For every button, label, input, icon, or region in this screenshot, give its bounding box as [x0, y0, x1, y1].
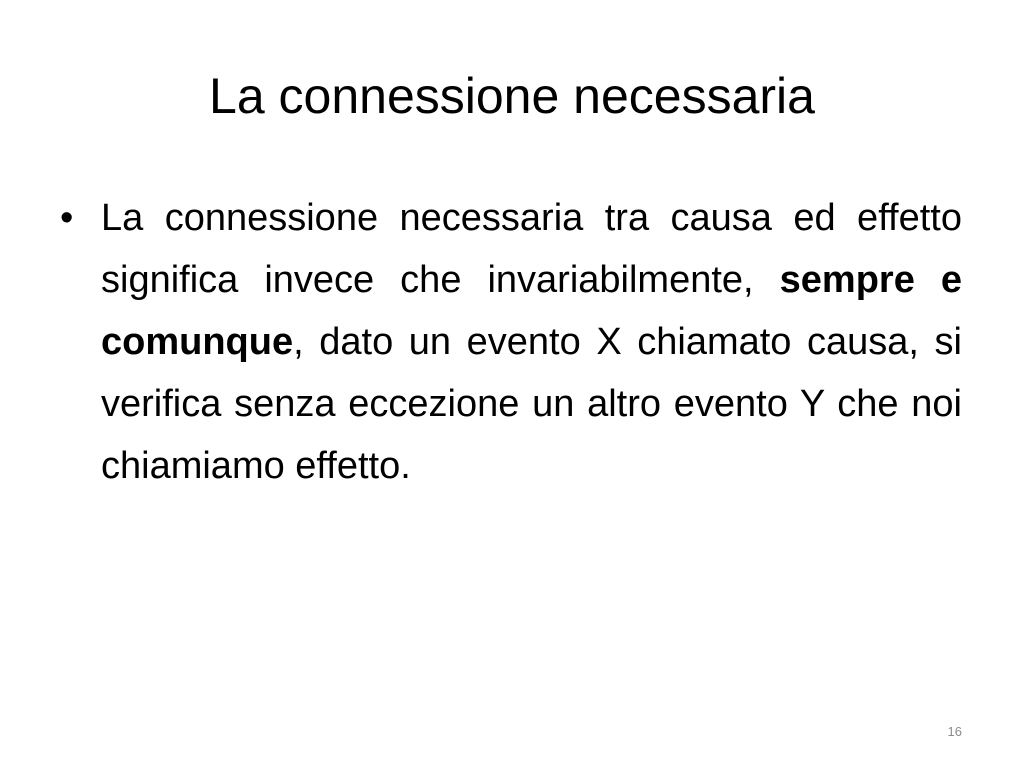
bullet-text-bold: sempre e comunque	[101, 259, 962, 363]
bullet-text-end: , dato un evento X chiamato causa, si verifica senza eccezione un altro evento Y che noi chiamiamo effetto.	[101, 321, 962, 487]
bullet-text-start: La connessione necessaria tra causa ed effetto significa invece che invariabilmente,	[101, 197, 962, 301]
page-number: 16	[947, 724, 962, 739]
bullet-item	[60, 187, 962, 497]
bullet-dot-icon: •	[60, 197, 74, 239]
bullet-list	[60, 187, 962, 497]
slide-title: La connessione necessaria	[209, 68, 815, 124]
